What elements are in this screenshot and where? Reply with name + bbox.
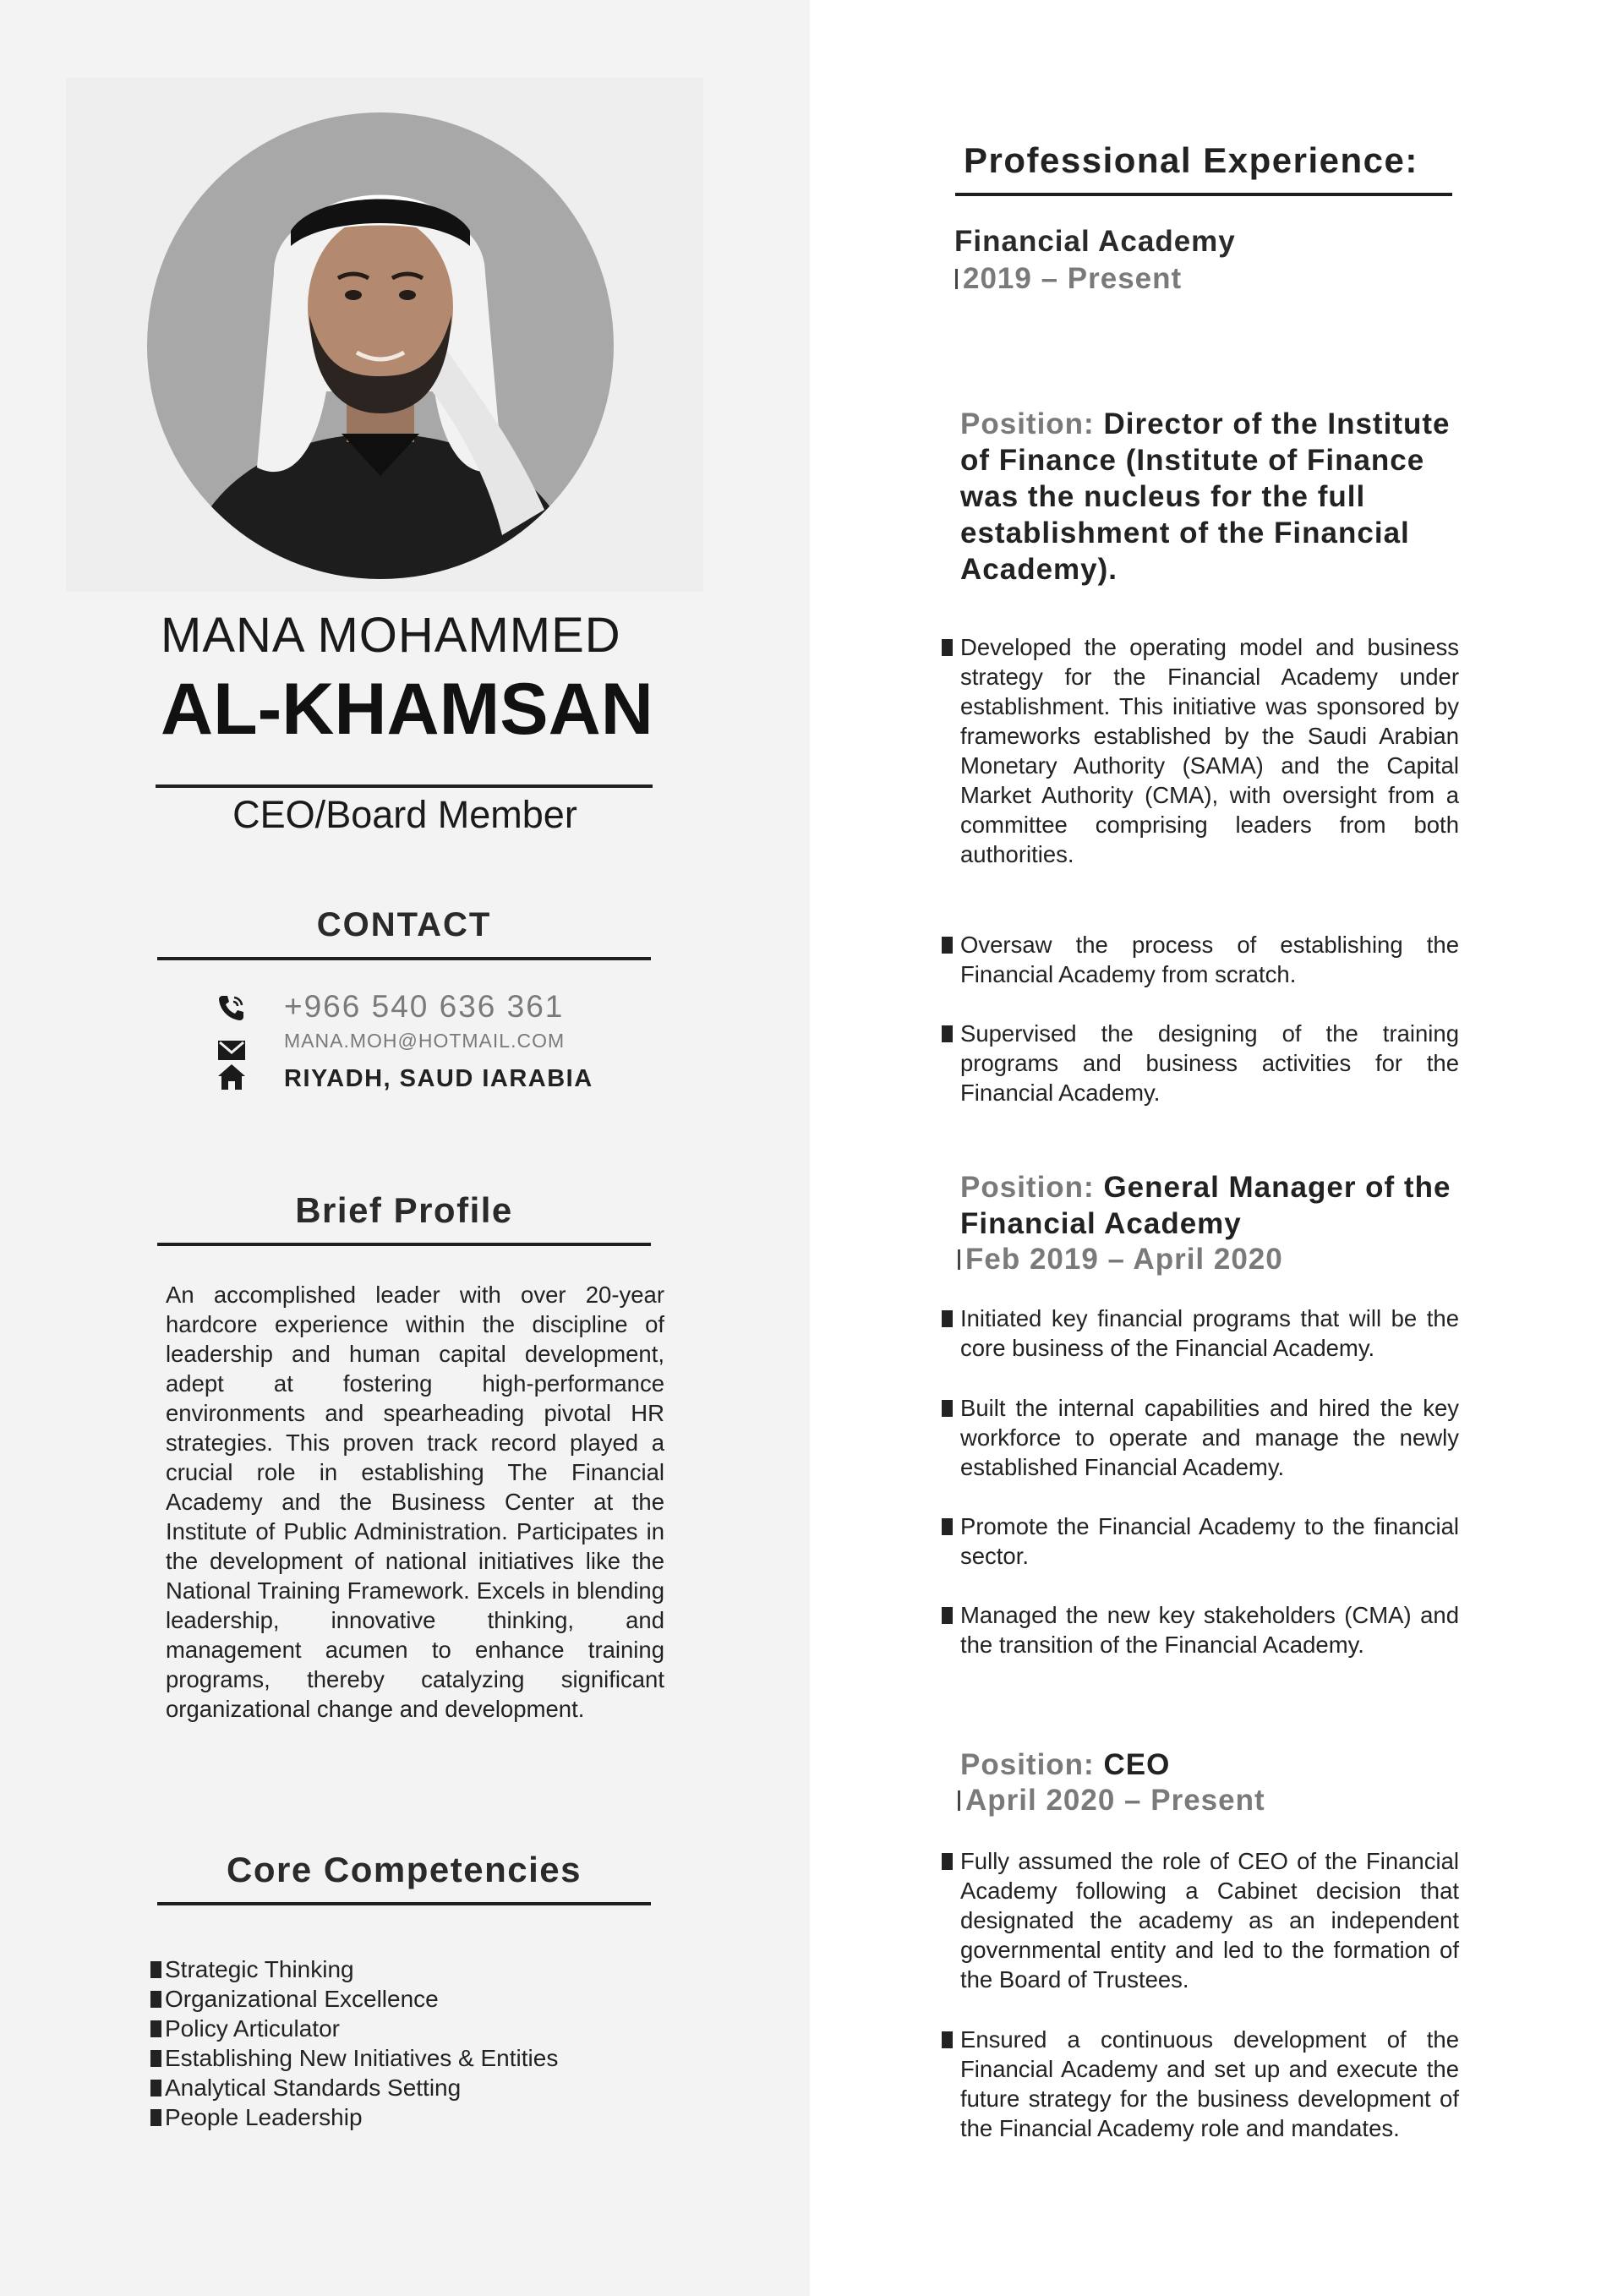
bullet-square-icon	[942, 1025, 953, 1042]
home-icon	[216, 1062, 247, 1092]
list-item: Establishing New Initiatives & Entities	[150, 2043, 691, 2073]
email-link[interactable]: MANA.MOH@HOTMAIL.COM	[284, 1030, 566, 1052]
competencies-divider	[157, 1902, 651, 1905]
position-2-title: Position: General Manager of the Financial Academy	[960, 1171, 1451, 1240]
list-item: Analytical Standards Setting	[150, 2073, 691, 2102]
list-item: Promote the Financial Academy to the financial sector.	[942, 1512, 1461, 1571]
bullet-square-icon	[150, 2020, 161, 2037]
bullet-square-icon	[150, 2080, 161, 2096]
list-item: Organizational Excellence	[150, 1984, 691, 2014]
position-3-title: Position: CEO	[960, 1748, 1171, 1781]
portrait-illustration	[147, 112, 614, 579]
last-name: AL-KHAMSAN	[161, 669, 653, 750]
bullet-square-icon	[942, 1853, 953, 1870]
bullet-square-icon	[150, 1991, 161, 2008]
list-item: Ensured a continuous development of the Financial Academy and set up and execute the future strategy for the business development of the Financial Academy role and mandates.	[942, 2025, 1461, 2143]
avatar	[147, 112, 614, 579]
experience-heading: Professional Experience:	[964, 140, 1418, 180]
position-2-dates: Feb 2019 – April 2020	[958, 1243, 1283, 1276]
list-item: Fully assumed the role of CEO of the Financial Academy following a Cabinet decision that designated the academy as an independent governmental entity and led to the formation of the Board of Trustees.	[942, 1846, 1461, 1994]
bullet-square-icon	[942, 639, 953, 656]
brief-profile-heading: Brief Profile	[295, 1190, 513, 1230]
list-item: Policy Articulator	[150, 2014, 691, 2043]
list-item: Supervised the designing of the training programs and business activities for the Financial Academy.	[942, 1019, 1461, 1107]
bullet-square-icon	[942, 937, 953, 954]
list-item: Strategic Thinking	[150, 1954, 691, 1984]
phone-icon	[216, 992, 247, 1023]
first-name: MANA MOHAMMED	[161, 608, 621, 663]
list-item: Oversaw the process of establishing the Financial Academy from scratch.	[942, 930, 1461, 989]
location: RIYADH, SAUD IARABIA	[284, 1065, 593, 1092]
list-item: People Leadership	[150, 2102, 691, 2132]
brief-profile-text: An accomplished leader with over 20-year hardcore experience within the discipline of leadership and human capital development, adept at fostering high-performance environments and spearheading pivotal HR strategies. This proven track record played a crucial role in establishing The Financial Academy and the Business Center at the Institute of Public Administration. Participates in the development of national initiatives like the National Training Framework. Excels in blending leadership, innovative thinking, and management acumen to enhance training programs, thereby catalyzing significant organizational change and development.	[166, 1282, 664, 1722]
contact-heading: CONTACT	[316, 906, 492, 943]
company-name: Financial Academy	[954, 225, 1236, 258]
brief-divider	[157, 1243, 651, 1246]
bullet-square-icon	[942, 1607, 953, 1624]
bullet-square-icon	[942, 1518, 953, 1535]
bullet-square-icon	[942, 2031, 953, 2048]
job-title: CEO/Board Member	[232, 793, 577, 836]
list-item: Managed the new key stakeholders (CMA) and the transition of the Financial Academy.	[942, 1600, 1461, 1659]
bullet-square-icon	[942, 1400, 953, 1417]
bullet-square-icon	[942, 1310, 953, 1327]
name-divider	[156, 784, 653, 788]
company-dates: 2019 – Present	[955, 262, 1182, 296]
list-item: Developed the operating model and business strategy for the Financial Academy under establishment. This initiative was sponsored by frameworks established by the Saudi Arabian Monetary Authority (SAMA) and the Capital Market Authority (CMA), with oversight from a committee comprising leaders from both authorities.	[942, 632, 1461, 869]
experience-divider	[955, 193, 1452, 196]
position-3-dates: April 2020 – Present	[958, 1784, 1265, 1818]
position-1-title: Position: Director of the Institute of Finance (Institute of Finance was the nucleus for the full establishment of the Financial Academy).	[960, 407, 1451, 586]
phone-number[interactable]: +966 540 636 361	[284, 989, 565, 1024]
list-item: Built the internal capabilities and hired the key workforce to operate and manage the newly established Financial Academy.	[942, 1393, 1461, 1482]
bullet-square-icon	[150, 2109, 161, 2126]
bullet-square-icon	[150, 2050, 161, 2067]
mail-icon	[216, 1035, 247, 1065]
core-competencies-heading: Core Competencies	[227, 1850, 582, 1889]
competencies-list	[150, 1954, 691, 2132]
contact-divider	[157, 957, 651, 960]
bullet-square-icon	[150, 1961, 161, 1978]
list-item: Initiated key financial programs that will be the core business of the Financial Academy.	[942, 1304, 1461, 1363]
